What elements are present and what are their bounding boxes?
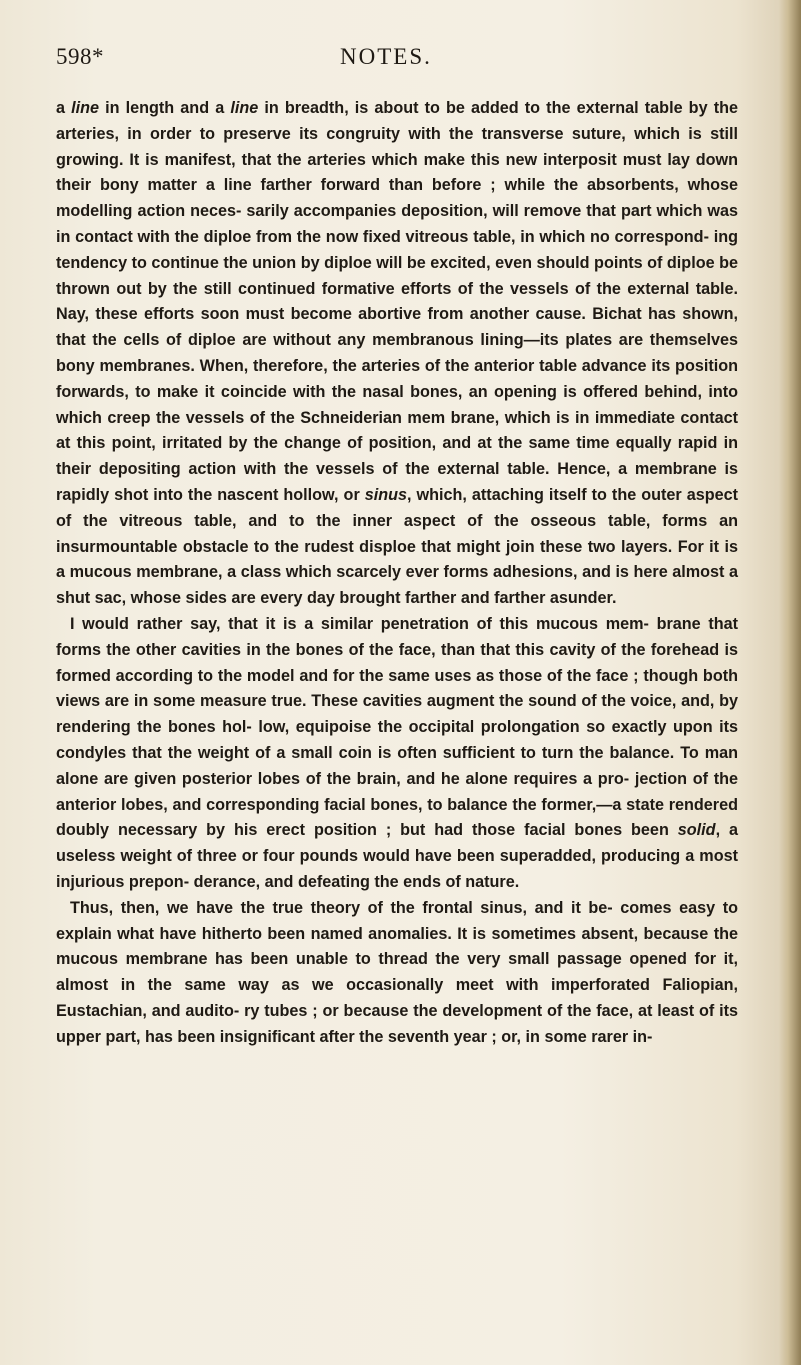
body-text — [56, 96, 738, 1050]
italic-text-run: solid — [677, 821, 716, 840]
text-run: in length and a — [99, 99, 231, 117]
paragraph — [56, 96, 738, 612]
running-title: NOTES. — [340, 44, 432, 69]
paragraph — [56, 612, 738, 896]
text-run: a — [56, 99, 72, 117]
text-run: in breadth, is about to be added to the external table by the arteries, in order to preserve its congruity with the transverse suture, which is still growing. It is manifest, that the arteries which make this new interposit must lay down their bony matter a line farther forward than before ; while the absorbents, whose modelling action neces- sarily accompanies deposition, will remove that part which was in contact with the diploe from the now fixed vitreous table, in which no correspond- ing tendency to continue the union by diploe will be excited, even should points of diploe be thrown out by the still continued formative efforts of the vessels of the external table. Nay, these efforts soon must become abortive from another cause. Bichat has shown, that the cells of diploe are without any membranous lining—its plates are themselves bony membranes. When, therefore, the arteries of the anterior table advance its position forwards, to make it coincide with the nasal bones, an opening is offered behind, into which creep the vessels of the Schneiderian mem brane, which is in immediate contact at this point, irritated by the change of position, and at the same time equally rapid in their depositing action with the vessels of the external table. Hence, a membrane is rapidly shot into the nascent hollow, or — [56, 99, 738, 504]
text-run: Thus, then, we have the true theory of the frontal sinus, and it be- comes easy to explain what have hitherto been named anomalies. It is sometimes absent, because the mucous membrane has been unable to thread the very small passage opened for it, almost in the same way as we occasionally meet with imperforated Faliopian, Eustachian, and audito- ry tubes ; or because the development of the face, at least of its upper part, has been insignificant after the seventh year ; or, in some rarer in- — [56, 898, 738, 1046]
page-header — [56, 44, 740, 84]
paragraph — [56, 896, 738, 1051]
italic-text-run: sinus — [364, 485, 408, 504]
italic-text-run: line — [71, 99, 100, 117]
text-run: , a useless weight of three or four pounds would have been superadded, producing a most injurious prepon- derance, and defeating the ends of nature. — [56, 821, 739, 891]
italic-text-run: line — [230, 99, 259, 117]
page-edge-shadow — [779, 0, 801, 1365]
page-number: 598* — [56, 44, 104, 69]
text-run: I would rather say, that it is a similar penetration of this mucous mem- brane that forms the other cavities in the bones of the face, than that this cavity of the forehead is formed according to the model and for the same uses as those of the face ; though both views are in some measure true. These cavities augment the sound of the voice, and, by rendering the bones hol- low, equipoise the occipital prolongation so exactly upon its condyles that the weight of a small coin is often sufficient to turn the balance. To man alone are given posterior lobes of the brain, and he alone requires a pro- jection of the anterior lobes, and corresponding facial bones, to balance the former,—a state rendered doubly necessary by his erect position ; but had those facial bones been — [56, 614, 738, 840]
text-run: , which, attaching itself to the outer aspect of the vitreous table, and to the inner aspect of the osseous table, forms an insurmountable obstacle to the rudest disploe that might join these two layers. For it is a mucous membrane, a class which scarcely ever forms adhesions, and is here almost a shut sac, whose sides are every day brought farther and farther asunder. — [56, 485, 738, 608]
